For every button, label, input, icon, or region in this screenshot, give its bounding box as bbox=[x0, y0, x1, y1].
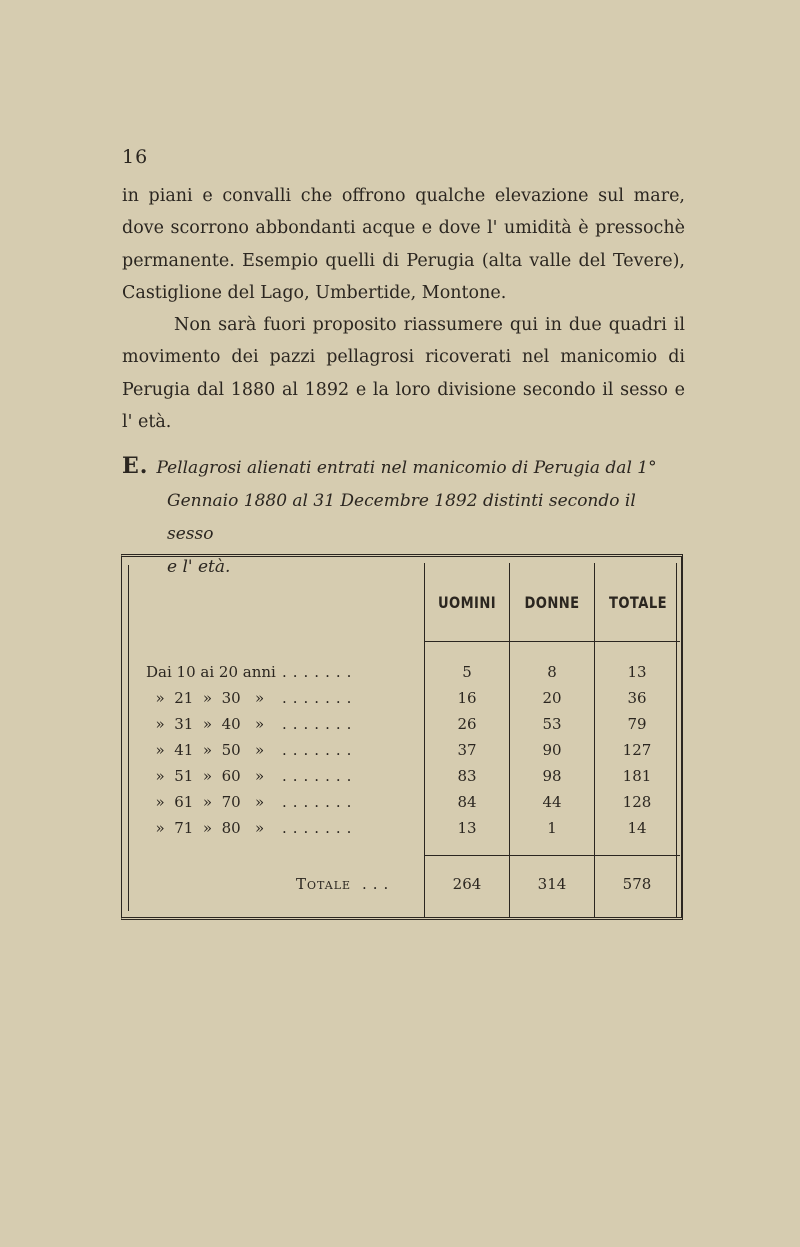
cell-women: 98 bbox=[542, 767, 562, 785]
row-leader: ....... bbox=[282, 819, 358, 837]
cell-total: 181 bbox=[622, 767, 652, 785]
cell-total: 36 bbox=[627, 689, 647, 707]
row-leader: ....... bbox=[282, 663, 358, 681]
cell-women: 8 bbox=[547, 663, 557, 681]
table-row bbox=[122, 663, 682, 689]
data-table bbox=[121, 554, 683, 920]
total-label: Totale bbox=[296, 875, 352, 893]
row-leader: ....... bbox=[282, 793, 358, 811]
cell-total: 79 bbox=[627, 715, 647, 733]
cell-total: 127 bbox=[622, 741, 652, 759]
body-text bbox=[122, 180, 685, 438]
row-leader: ....... bbox=[282, 689, 358, 707]
row-leader: ....... bbox=[282, 741, 358, 759]
table-row bbox=[122, 793, 682, 819]
row-label: » 61 » 70 » bbox=[146, 793, 265, 811]
header-total: TOTALE bbox=[609, 593, 667, 612]
cell-men: 83 bbox=[457, 767, 477, 785]
cell-women: 53 bbox=[542, 715, 562, 733]
cell-men: 84 bbox=[457, 793, 477, 811]
paragraph-1: in piani e convalli che offrono qualche elevazione sul mare, dove scorrono abbondanti acque e dove l' umidità è pressochè permanente. Esempio quelli di Perugia (alta valle del Tevere), Castiglione del Lago, Umbertide, Montone. bbox=[122, 186, 685, 303]
row-label: Dai 10 ai 20 anni bbox=[146, 663, 276, 681]
paragraph-2: Non sarà fuori proposito riassumere qui in due quadri il movimento dei pazzi pellagrosi ricoverati nel manicomio di Perugia dal 1880 al 1892 e la loro divisione secondo il sesso e l' età. bbox=[122, 315, 685, 433]
cell-total: 14 bbox=[627, 819, 647, 837]
cell-women: 90 bbox=[542, 741, 562, 759]
cell-men: 37 bbox=[457, 741, 477, 759]
cell-women: 20 bbox=[542, 689, 562, 707]
row-label: » 71 » 80 » bbox=[146, 819, 265, 837]
total-women: 314 bbox=[537, 875, 567, 893]
caption-line-2: Gennaio 1880 al 31 Decembre 1892 distinti secondo il sesso bbox=[167, 491, 636, 544]
page-number: 16 bbox=[122, 146, 149, 168]
row-label: » 31 » 40 » bbox=[146, 715, 265, 733]
row-label: » 21 » 30 » bbox=[146, 689, 265, 707]
cell-men: 16 bbox=[457, 689, 477, 707]
total-leader: ... bbox=[362, 875, 395, 893]
cell-total: 128 bbox=[622, 793, 652, 811]
header-rule bbox=[424, 641, 680, 642]
cell-women: 1 bbox=[547, 819, 557, 837]
header-men: UOMINI bbox=[437, 593, 497, 612]
row-leader: ....... bbox=[282, 767, 358, 785]
cell-men: 26 bbox=[457, 715, 477, 733]
table-row bbox=[122, 689, 682, 715]
row-label: » 41 » 50 » bbox=[146, 741, 265, 759]
caption-marker: E. bbox=[122, 453, 149, 479]
cell-total: 13 bbox=[627, 663, 647, 681]
table-row bbox=[122, 819, 682, 845]
table-row bbox=[122, 715, 682, 741]
cell-women: 44 bbox=[542, 793, 562, 811]
total-all: 578 bbox=[622, 875, 652, 893]
table-row bbox=[122, 767, 682, 793]
cell-men: 13 bbox=[457, 819, 477, 837]
total-rule bbox=[424, 855, 680, 856]
cell-men: 5 bbox=[462, 663, 472, 681]
table-row bbox=[122, 741, 682, 767]
row-leader: ....... bbox=[282, 715, 358, 733]
row-label: » 51 » 60 » bbox=[146, 767, 265, 785]
caption-line-1: Pellagrosi alienati entrati nel manicomio di Perugia dal 1° bbox=[156, 458, 657, 478]
caption-line-3: e l' età. bbox=[167, 557, 231, 577]
header-women: DONNE bbox=[524, 593, 580, 612]
total-men: 264 bbox=[452, 875, 482, 893]
